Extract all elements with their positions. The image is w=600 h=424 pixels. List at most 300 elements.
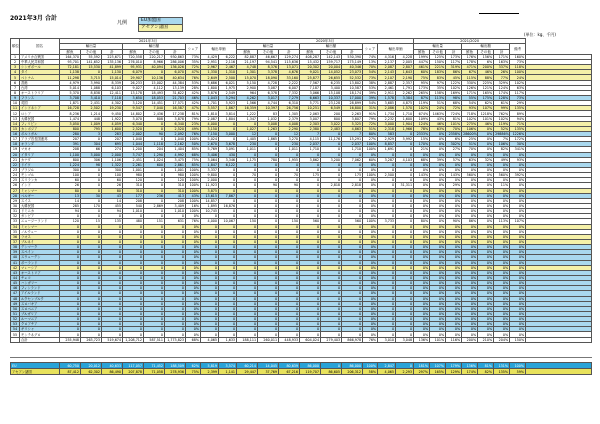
value-cell: 0 <box>258 162 279 167</box>
h-other: その他 <box>478 49 494 54</box>
rank-cell: 45 <box>11 281 20 286</box>
value-cell: 0% <box>446 301 462 306</box>
value-cell: 0% <box>462 317 478 322</box>
value-cell: 0 <box>81 137 102 142</box>
value-cell: 0 <box>258 255 279 260</box>
value-cell: 3,064 <box>201 157 219 162</box>
value-cell: 72,181 <box>60 65 81 70</box>
value-cell: 0 <box>144 286 165 291</box>
value-cell: 57% <box>446 157 462 162</box>
value-cell: 0 <box>258 275 279 280</box>
value-cell: 0 <box>342 193 363 198</box>
value-cell: 2,116 <box>219 60 237 65</box>
value-cell: 107% <box>478 106 494 111</box>
value-cell: 5,370 <box>60 90 81 95</box>
value-cell: 0 <box>279 229 300 234</box>
value-cell: 0 <box>321 306 342 311</box>
value-cell: 0% <box>363 275 378 280</box>
summary-value-cell: 59% <box>510 369 526 375</box>
value-cell: 0% <box>462 281 478 286</box>
value-cell: 0% <box>446 245 462 250</box>
value-cell: 0 <box>123 291 144 296</box>
value-cell: 0 <box>81 173 102 178</box>
value-cell: 0 <box>396 245 414 250</box>
value-cell: 0 <box>342 234 363 239</box>
value-cell: 6,549 <box>321 106 342 111</box>
value-cell: 0 <box>219 306 237 311</box>
value-cell: 72% <box>186 65 201 70</box>
value-cell: 0% <box>363 296 378 301</box>
value-cell: 1,701 <box>201 101 219 106</box>
value-cell: 52% <box>494 126 510 131</box>
header-2020: 2020年3月 <box>237 39 414 44</box>
value-cell: 0% <box>494 260 510 265</box>
value-cell: 165% <box>478 90 494 95</box>
rank-cell: 15 <box>11 126 20 131</box>
value-cell: 0% <box>446 229 462 234</box>
value-cell: 2,951 <box>201 60 219 65</box>
value-cell: 1,200 <box>123 147 144 152</box>
value-cell: 7% <box>494 137 510 142</box>
value-cell: 0% <box>186 327 201 332</box>
value-cell: 33,160 <box>279 75 300 80</box>
value-cell: 3,000 <box>378 121 396 126</box>
value-cell: 100% <box>363 219 378 224</box>
value-cell: 0 <box>342 152 363 157</box>
country-cell: 台湾 <box>20 85 60 90</box>
rank-cell: 51 <box>11 311 20 316</box>
value-cell: 175,149 <box>342 60 363 65</box>
value-cell: 0% <box>494 281 510 286</box>
value-cell: 0% <box>494 245 510 250</box>
value-cell: 0% <box>462 332 478 337</box>
value-cell: 1,955 <box>279 157 300 162</box>
value-cell: 26 <box>60 183 81 188</box>
value-cell: 102% <box>494 116 510 121</box>
value-cell: 12,411 <box>102 90 123 95</box>
value-cell: 0 <box>396 152 414 157</box>
total-value-cell: 101% <box>430 337 446 342</box>
value-cell: 0 <box>123 306 144 311</box>
value-cell: 120 <box>123 178 144 183</box>
total-value-cell: 188,111 <box>237 337 258 342</box>
top-rule <box>479 13 519 14</box>
value-cell: 0 <box>396 173 414 178</box>
value-cell: 0% <box>446 224 462 229</box>
value-cell: 0 <box>201 327 219 332</box>
value-cell: 0% <box>446 260 462 265</box>
value-cell: 0 <box>378 317 396 322</box>
value-cell: 0% <box>446 332 462 337</box>
value-cell: 2,818 <box>321 183 342 188</box>
value-cell: 0% <box>363 239 378 244</box>
value-cell: 1,966 <box>396 126 414 131</box>
summary-value-cell: 2,399 <box>201 369 219 375</box>
value-cell: 0 <box>258 203 279 208</box>
value-cell: 8,838 <box>81 90 102 95</box>
value-cell: 0% <box>510 183 526 188</box>
value-cell: 1,010 <box>165 209 186 214</box>
value-cell: 0 <box>219 198 237 203</box>
value-cell: 0% <box>494 152 510 157</box>
value-cell: 6,070 <box>165 70 186 75</box>
value-cell: 0% <box>478 322 494 327</box>
value-cell: 0% <box>430 183 446 188</box>
value-cell: 0% <box>430 229 446 234</box>
value-cell: 0 <box>258 142 279 147</box>
value-cell: 0% <box>510 275 526 280</box>
value-cell: 113% <box>430 96 446 101</box>
value-cell: 79% <box>186 116 201 121</box>
value-cell: 0 <box>396 286 414 291</box>
value-cell: 0 <box>201 214 219 219</box>
value-cell: 0% <box>430 162 446 167</box>
value-cell: 0 <box>321 270 342 275</box>
value-cell: 70 <box>237 173 258 178</box>
value-cell: 121% <box>478 85 494 90</box>
value-cell: 115,636 <box>279 60 300 65</box>
value-cell: 16% <box>186 203 201 208</box>
value-cell: 4,000 <box>201 219 219 224</box>
value-cell: 0 <box>219 311 237 316</box>
value-cell: 0 <box>102 296 123 301</box>
value-cell: 0% <box>510 317 526 322</box>
value-cell: 10,337 <box>321 96 342 101</box>
value-cell: 176% <box>462 54 478 59</box>
value-cell: 4,863 <box>342 126 363 131</box>
value-cell: 0% <box>414 296 430 301</box>
country-cell: ドイツ <box>20 162 60 167</box>
value-cell: 0 <box>60 214 81 219</box>
value-cell: 2,037 <box>342 142 363 147</box>
value-cell: 70% <box>462 147 478 152</box>
total-value-cell: 587,511 <box>144 337 165 342</box>
value-cell: 0 <box>279 275 300 280</box>
value-cell: 0% <box>478 142 494 147</box>
value-cell: 3,715 <box>81 75 102 80</box>
summary-value-cell: 0 <box>321 363 342 369</box>
value-cell: 77% <box>494 75 510 80</box>
value-cell: 159,717 <box>321 60 342 65</box>
country-cell: スイス <box>20 198 60 203</box>
value-cell: 2,869 <box>144 203 165 208</box>
value-cell: 0 <box>342 275 363 280</box>
summary-value-cell: 58% <box>363 369 378 375</box>
value-cell: 0 <box>321 301 342 306</box>
value-cell: 0 <box>201 306 219 311</box>
header-share-2021: シェア <box>186 44 201 55</box>
value-cell: 0 <box>378 183 396 188</box>
value-cell: 0 <box>165 270 186 275</box>
value-cell: 0% <box>186 234 201 239</box>
value-cell: 0% <box>446 286 462 291</box>
value-cell: 0 <box>378 281 396 286</box>
value-cell: 0% <box>494 162 510 167</box>
value-cell: 304 <box>81 142 102 147</box>
value-cell: 2,887 <box>378 80 396 85</box>
value-cell: 0 <box>342 209 363 214</box>
rank-cell: 50 <box>11 306 20 311</box>
value-cell: 94,541 <box>258 60 279 65</box>
value-cell: 0% <box>186 311 201 316</box>
value-cell: 0% <box>494 229 510 234</box>
value-cell: 9,547 <box>123 106 144 111</box>
value-cell: 2,092 <box>165 132 186 137</box>
value-cell: 0 <box>321 327 342 332</box>
value-cell: 10,397 <box>258 106 279 111</box>
value-cell: 204 <box>144 147 165 152</box>
value-cell: 0 <box>144 239 165 244</box>
value-cell: 0% <box>446 198 462 203</box>
value-cell: 0% <box>446 311 462 316</box>
value-cell: 0 <box>81 301 102 306</box>
value-cell: 0 <box>258 245 279 250</box>
value-cell: 0 <box>81 286 102 291</box>
value-cell: 0% <box>430 327 446 332</box>
value-cell: 0% <box>462 260 478 265</box>
value-cell: 171% <box>462 90 478 95</box>
rank-cell: 38 <box>11 245 20 250</box>
value-cell: 10,745 <box>201 209 219 214</box>
value-cell: 0% <box>414 239 430 244</box>
rank-cell: 26 <box>11 183 20 188</box>
value-cell: 3,685 <box>378 101 396 106</box>
value-cell: 1218% <box>478 111 494 116</box>
value-cell: 0% <box>446 167 462 172</box>
value-cell: 0 <box>219 188 237 193</box>
value-cell: 142,143 <box>321 54 342 59</box>
value-cell: 447% <box>414 60 430 65</box>
value-cell: 68% <box>414 157 430 162</box>
value-cell: 26,233 <box>123 80 144 85</box>
value-cell: 0 <box>342 214 363 219</box>
rank-cell: 2 <box>11 60 20 65</box>
total-value-cell: 866,978 <box>342 337 363 342</box>
value-cell: 173% <box>446 54 462 59</box>
value-cell: 0 <box>396 132 414 137</box>
header-2021-2020: 2021/2020 <box>414 39 526 44</box>
value-cell: 0% <box>494 270 510 275</box>
rank-cell: 39 <box>11 250 20 255</box>
summary-value-cell: 278,936 <box>165 369 186 375</box>
value-cell: 25,877 <box>300 75 321 80</box>
value-cell: 0 <box>279 250 300 255</box>
value-cell: 0% <box>510 286 526 291</box>
value-cell: 0% <box>494 255 510 260</box>
value-cell: 10,136 <box>144 75 165 80</box>
value-cell: 0 <box>258 132 279 137</box>
value-cell: 0% <box>462 188 478 193</box>
value-cell: 45% <box>446 75 462 80</box>
value-cell: 125% <box>430 54 446 59</box>
value-cell: 0 <box>144 306 165 311</box>
value-cell: 4,744 <box>258 101 279 106</box>
value-cell: 46% <box>478 121 494 126</box>
value-cell: 53% <box>186 80 201 85</box>
value-cell: 283 <box>102 132 123 137</box>
value-cell: 0% <box>494 209 510 214</box>
value-cell: 0 <box>219 239 237 244</box>
value-cell: 0 <box>237 332 258 337</box>
value-cell: 6,235 <box>321 80 342 85</box>
value-cell: 60% <box>414 70 430 75</box>
value-cell: 93% <box>510 157 526 162</box>
value-cell: 0 <box>396 281 414 286</box>
value-cell: 2,467 <box>219 65 237 70</box>
value-cell: 0 <box>279 281 300 286</box>
value-cell: 0 <box>123 327 144 332</box>
value-cell: 0 <box>60 306 81 311</box>
value-cell: 1,301 <box>237 70 258 75</box>
value-cell: 14,451 <box>144 101 165 106</box>
country-cell: スペイン <box>20 250 60 255</box>
value-cell: 0 <box>300 296 321 301</box>
value-cell: 1,011 <box>279 147 300 152</box>
value-cell: 4,112 <box>144 85 165 90</box>
value-cell: 0 <box>102 327 123 332</box>
value-cell: 275% <box>462 121 478 126</box>
value-cell: 0% <box>430 311 446 316</box>
value-cell: 0 <box>258 214 279 219</box>
value-cell: 1,904 <box>396 121 414 126</box>
value-cell: 15,014 <box>102 75 123 80</box>
value-cell: 0% <box>510 332 526 337</box>
value-cell: 0% <box>462 265 478 270</box>
value-cell: 4,008 <box>279 121 300 126</box>
value-cell: 0% <box>414 322 430 327</box>
value-cell: 0 <box>102 260 123 265</box>
value-cell: 0 <box>81 311 102 316</box>
value-cell: 10,067 <box>219 219 237 224</box>
value-cell: 930,863 <box>165 54 186 59</box>
country-cell: ルクセンブルク <box>20 296 60 301</box>
value-cell: 86% <box>462 219 478 224</box>
value-cell: 0% <box>510 270 526 275</box>
value-cell: 150 <box>237 219 258 224</box>
country-cell: ミャンマー <box>20 224 60 229</box>
value-cell: 0% <box>414 327 430 332</box>
value-cell: 0 <box>300 203 321 208</box>
value-cell: 0% <box>510 193 526 198</box>
value-cell: 0 <box>396 260 414 265</box>
total-value-cell: 210% <box>478 337 494 342</box>
value-cell: 1,044 <box>123 142 144 147</box>
value-cell: 0% <box>186 291 201 296</box>
country-cell: ドミニカ <box>20 209 60 214</box>
total-label-cell: 合計 <box>20 337 60 342</box>
value-cell: 160% <box>510 54 526 59</box>
value-cell: 8,966 <box>144 60 165 65</box>
value-cell: 0% <box>462 306 478 311</box>
value-cell: 80 <box>60 188 81 193</box>
value-cell: 3,862 <box>300 157 321 162</box>
value-cell: 274 <box>102 147 123 152</box>
value-cell: 0 <box>342 317 363 322</box>
header-val-2021: 輸出額 <box>123 44 186 49</box>
header-country: 国名 <box>20 39 60 55</box>
value-cell: 0 <box>396 275 414 280</box>
summary-row <box>11 369 592 375</box>
value-cell: 0 <box>378 265 396 270</box>
summary-value-cell: 60,750 <box>60 363 81 369</box>
country-cell: オランダ <box>20 142 60 147</box>
value-cell: 28,899 <box>342 101 363 106</box>
value-cell: 0% <box>510 162 526 167</box>
value-cell: 0% <box>430 332 446 337</box>
value-cell: 0% <box>430 132 446 137</box>
value-cell: 0% <box>478 286 494 291</box>
value-cell: 0% <box>363 183 378 188</box>
value-cell: 3,475 <box>165 157 186 162</box>
value-cell: 0% <box>414 167 430 172</box>
value-cell: 560% <box>462 173 478 178</box>
value-cell: 0 <box>144 214 165 219</box>
value-cell: 94% <box>510 116 526 121</box>
value-cell: 0% <box>510 229 526 234</box>
value-cell: 0 <box>219 224 237 229</box>
value-cell: 0 <box>279 286 300 291</box>
value-cell: 3,008 <box>258 121 279 126</box>
value-cell: 46% <box>478 70 494 75</box>
value-cell: 102% <box>510 80 526 85</box>
value-cell: 4,115 <box>300 137 321 142</box>
value-cell: 0% <box>462 311 478 316</box>
value-cell: 0 <box>144 265 165 270</box>
value-cell: 107% <box>510 219 526 224</box>
value-cell: 80% <box>414 219 430 224</box>
country-cell: マカオ <box>20 147 60 152</box>
value-cell: 1,405 <box>237 137 258 142</box>
country-cell: カナダ <box>20 157 60 162</box>
value-cell: 0 <box>201 270 219 275</box>
value-cell: 3,050 <box>60 121 81 126</box>
header-vol-ratio: 輸出量 <box>414 44 462 49</box>
value-cell: 1,106 <box>102 157 123 162</box>
value-cell: 0 <box>201 255 219 260</box>
value-cell: 0 <box>258 173 279 178</box>
value-cell: 0 <box>378 188 396 193</box>
value-cell: 0 <box>396 327 414 332</box>
value-cell: 43% <box>430 116 446 121</box>
value-cell: 0 <box>144 317 165 322</box>
value-cell: 0 <box>165 306 186 311</box>
value-cell: 0% <box>510 245 526 250</box>
value-cell: 0 <box>342 332 363 337</box>
value-cell: 0 <box>123 255 144 260</box>
value-cell: 0 <box>342 198 363 203</box>
value-cell: 0 <box>144 137 165 142</box>
value-cell: 100% <box>186 188 201 193</box>
value-cell: 1,710 <box>342 147 363 152</box>
value-cell: 310 <box>165 188 186 193</box>
country-cell: スリランカ <box>20 178 60 183</box>
value-cell: 2,549 <box>219 90 237 95</box>
value-cell: 0 <box>279 214 300 219</box>
value-cell: 0 <box>237 301 258 306</box>
value-cell: 0% <box>478 281 494 286</box>
value-cell: 106% <box>494 142 510 147</box>
value-cell: 600 <box>144 162 165 167</box>
value-cell: 0% <box>186 322 201 327</box>
header-vol-2021: 輸出量 <box>60 44 123 49</box>
value-cell: 0 <box>144 209 165 214</box>
value-cell: 0 <box>342 167 363 172</box>
value-cell: 113% <box>494 219 510 224</box>
value-cell: 143% <box>446 173 462 178</box>
value-cell: 0 <box>396 317 414 322</box>
total-value-cell: 116% <box>446 337 462 342</box>
value-cell: 0% <box>363 291 378 296</box>
